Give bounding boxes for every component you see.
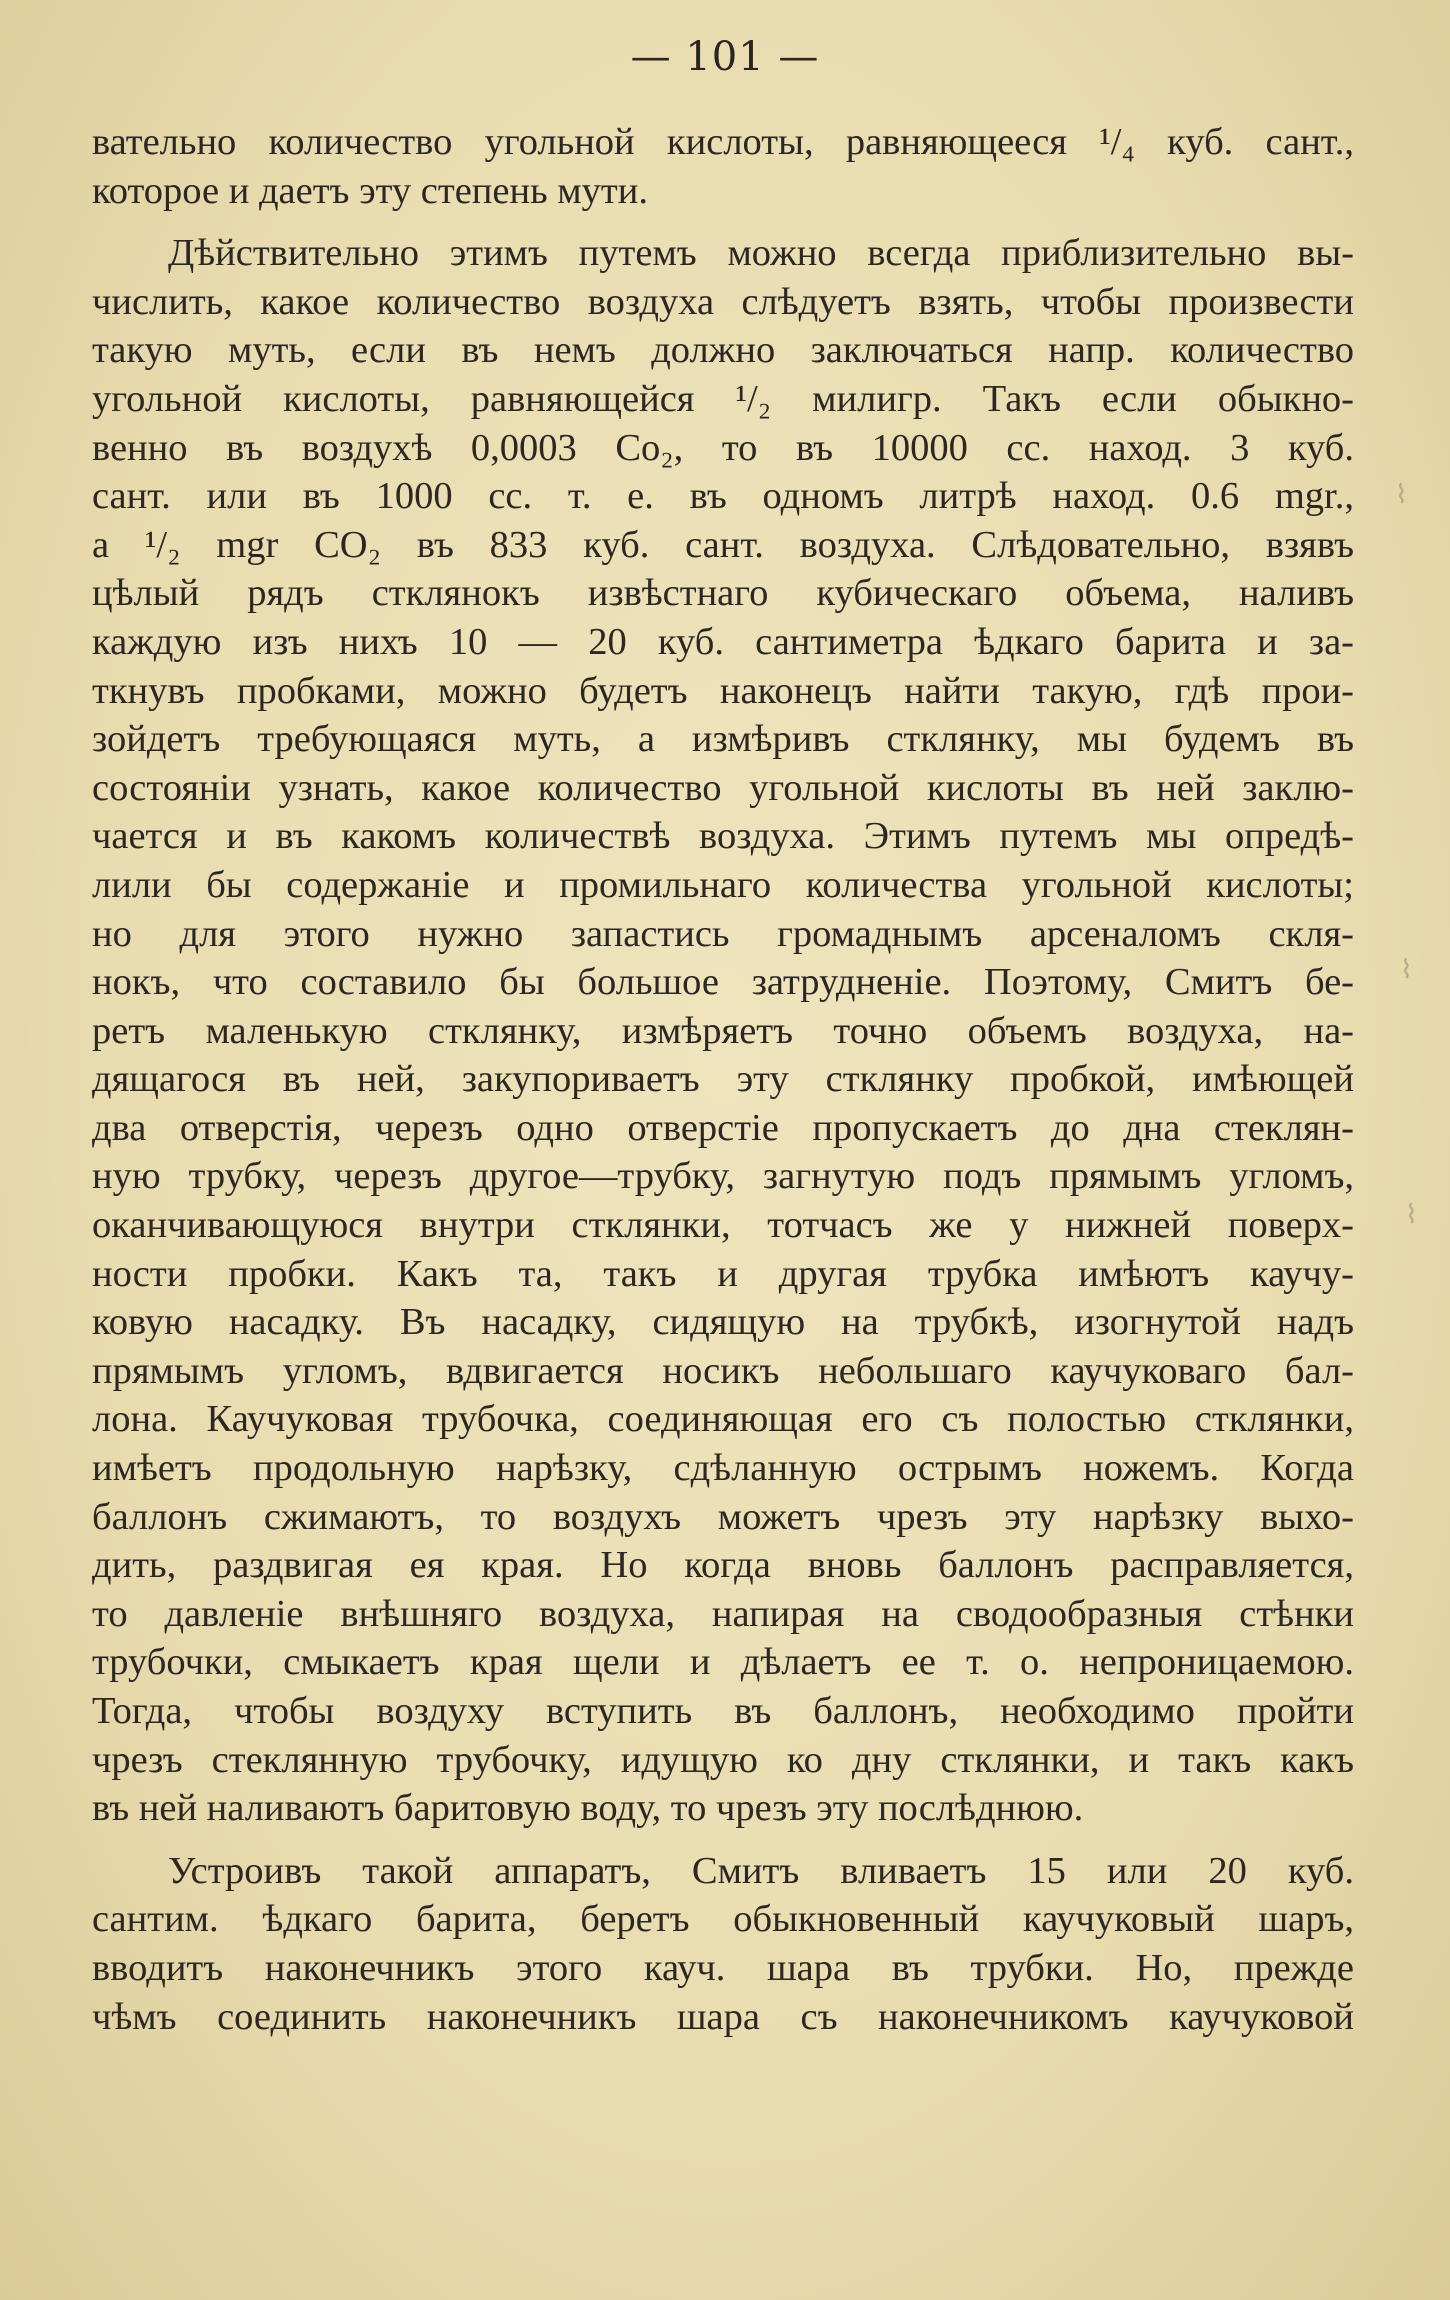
text-line: сант. или въ 1000 cc. т. е. въ одномъ литрѣ наход. 0.6 mgr., <box>92 475 1354 518</box>
text-line: ткнувъ пробками, можно будетъ наконецъ найти такую, гдѣ прои- <box>92 669 1354 712</box>
text-line: баллонъ сжимаютъ, то воздухъ можетъ чрезъ эту нарѣзку выхо- <box>92 1495 1354 1538</box>
text-line: чѣмъ соединить наконечникъ шара съ наконечникомъ каучуковой <box>92 1995 1354 2038</box>
text-line: то давленіе внѣшняго воздуха, напирая на сводообразныя стѣнки <box>92 1592 1354 1635</box>
text-line: дить, раздвигая ея края. Но когда вновь баллонъ расправляется, <box>92 1544 1354 1587</box>
text-line: Тогда, чтобы воздуху вступить въ баллонъ, необходимо пройти <box>92 1690 1354 1732</box>
page-number: — 101 — <box>630 34 820 80</box>
text-line: такую муть, если въ немъ должно заключаться напр. количество <box>92 329 1354 372</box>
text-line: оканчивающуюся внутри стклянки, тотчасъ же у нижней поверх- <box>92 1204 1354 1247</box>
margin-pencil-mark: ⌇ <box>1405 1200 1418 1230</box>
margin-pencil-mark: ⌇ <box>1400 955 1413 985</box>
text-line: венно въ воздухѣ 0,0003 Co₂, то въ 10000 cc. наход. 3 куб. <box>92 426 1354 469</box>
text-line: цѣлый рядъ стклянокъ извѣстнаго кубическаго объема, наливъ <box>92 572 1354 615</box>
text-line: ретъ маленькую стклянку, измѣряетъ точно объемъ воздуха, на- <box>92 1009 1354 1052</box>
body-text <box>92 118 1354 2041</box>
margin-pencil-mark: ⌇ <box>1395 480 1408 510</box>
text-line: прямымъ угломъ, вдвигается носикъ небольшаго каучуковаго бал- <box>92 1349 1354 1392</box>
text-line: но для этого нужно запастись громаднымъ арсеналомъ скля- <box>92 912 1354 955</box>
text-line: трубочки, смыкаетъ края щели и дѣлаетъ ее т. о. непроницаемою. <box>92 1641 1354 1684</box>
text-line: дящагося въ ней, закупориваетъ эту стклянку пробкой, имѣющей <box>92 1058 1354 1101</box>
text-line: чрезъ стеклянную трубочку, идущую ко дну стклянки, и такъ какъ <box>92 1738 1354 1781</box>
text-line: ности пробки. Какъ та, такъ и другая трубка имѣютъ каучу- <box>92 1252 1354 1295</box>
text-line: въ ней наливаютъ баритовую воду, то чрезъ эту послѣднюю. <box>92 1787 1084 1830</box>
text-line: лили бы содержаніе и промильнаго количества угольной кислоты; <box>92 863 1354 906</box>
text-line: чается и въ какомъ количествѣ воздуха. Этимъ путемъ мы опредѣ- <box>92 815 1354 858</box>
text-line: сантим. ѣдкаго барита, беретъ обыкновенный каучуковый шаръ, <box>92 1898 1354 1941</box>
text-line: два отверстія, черезъ одно отверстіе пропускаетъ до дна стеклян- <box>92 1106 1354 1149</box>
text-line: Устроивъ такой аппаратъ, Смитъ вливаетъ 15 или 20 куб. <box>168 1849 1354 1892</box>
paragraph <box>92 118 1354 215</box>
text-line: вательно количество угольной кислоты, равняющееся ¹/₄ куб. сант., <box>92 121 1354 163</box>
text-line: имѣетъ продольную нарѣзку, сдѣланную острымъ ножемъ. Когда <box>92 1447 1354 1490</box>
text-line: зойдетъ требующаяся муть, а измѣривъ стклянку, мы будемъ въ <box>92 718 1354 761</box>
text-line: лона. Каучуковая трубочка, соединяющая его съ полостью стклянки, <box>92 1398 1354 1441</box>
text-line: состояніи узнать, какое количество угольной кислоты въ ней заклю- <box>92 766 1354 809</box>
text-line: ную трубку, черезъ другое—трубку, загнутую подъ прямымъ угломъ, <box>92 1155 1354 1198</box>
text-line: нокъ, что составило бы большое затрудненіе. Поэтому, Смитъ бе- <box>92 961 1354 1004</box>
text-line: угольной кислоты, равняющейся ¹/₂ милигр. Такъ если обыкно- <box>92 377 1354 420</box>
text-line: которое и даетъ эту степень мути. <box>92 169 648 212</box>
paragraph <box>92 1847 1354 2041</box>
text-line: вводитъ наконечникъ этого кауч. шара въ трубки. Но, прежде <box>92 1946 1354 1989</box>
text-line: Дѣйствительно этимъ путемъ можно всегда приблизительно вы- <box>168 232 1354 275</box>
text-line: каждую изъ нихъ 10 — 20 куб. сантиметра ѣдкаго барита и за- <box>92 620 1354 663</box>
text-line: а ¹/₂ mgr CO₂ въ 833 куб. сант. воздуха. Слѣдовательно, взявъ <box>92 523 1354 566</box>
text-line: числить, какое количество воздуха слѣдуетъ взять, чтобы произвести <box>92 280 1354 323</box>
text-line: ковую насадку. Въ насадку, сидящую на трубкѣ, изогнутой надъ <box>92 1301 1354 1344</box>
paragraph <box>92 229 1354 1833</box>
